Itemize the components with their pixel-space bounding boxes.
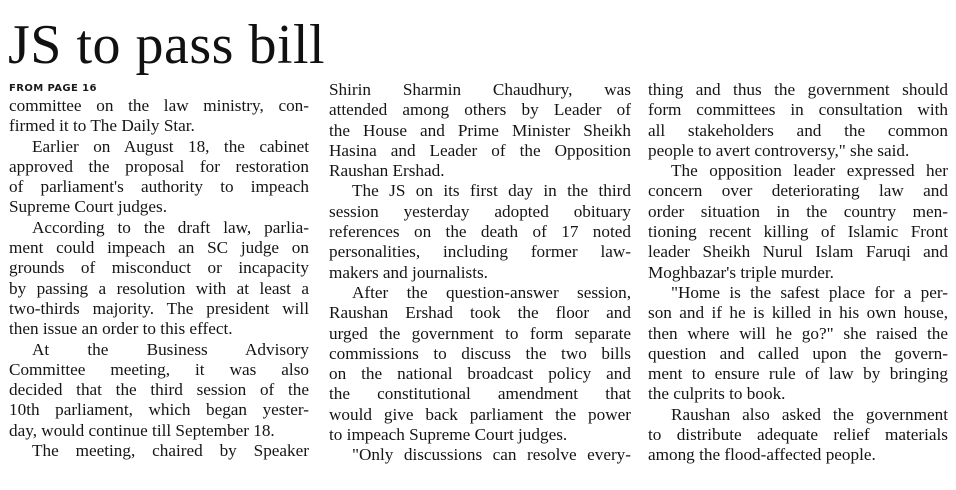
column-line: tioning recent killing of Islamic Front bbox=[648, 222, 948, 242]
column-line: approved the proposal for restoration bbox=[9, 156, 309, 176]
column-line: question and called upon the govern- bbox=[648, 343, 948, 363]
column-line: Hasina and Leader of the Opposition bbox=[329, 140, 631, 160]
column-line: Earlier on August 18, the cabinet bbox=[32, 136, 309, 156]
column-line: makers and journalists. bbox=[329, 262, 488, 282]
column-line: Raushan Ershad. bbox=[329, 161, 445, 181]
column-line: personalities, including former law- bbox=[329, 242, 631, 262]
column-line: The meeting, chaired by Speaker bbox=[32, 441, 309, 461]
column-line: son and if he is killed in his own house, bbox=[648, 303, 948, 323]
column-line: attended among others by Leader of bbox=[329, 100, 631, 120]
column-line: grounds of misconduct or incapacity bbox=[9, 258, 309, 278]
column-line: Moghbazar's triple murder. bbox=[648, 262, 834, 282]
column-line: the House and Prime Minister Sheikh bbox=[329, 120, 631, 140]
column-line: The opposition leader expressed her bbox=[671, 161, 948, 181]
column-line: concern over deteriorating law and bbox=[648, 181, 948, 201]
column-line: ment to ensure rule of law by bringing bbox=[648, 364, 948, 384]
column-line: Raushan Ershad took the floor and bbox=[329, 303, 631, 323]
column-line: At the Business Advisory bbox=[32, 339, 309, 359]
column-line: committee on the law ministry, con- bbox=[9, 96, 309, 115]
column-line: firmed it to The Daily Star. bbox=[9, 116, 195, 136]
column-line: the constitutional amendment that bbox=[329, 384, 631, 404]
column-line: Shirin Sharmin Chaudhury, was bbox=[329, 80, 631, 99]
column-line: thing and thus the government should bbox=[648, 80, 948, 99]
column-line: to distribute adequate relief materials bbox=[648, 425, 948, 445]
column-line: then issue an order to this effect. bbox=[9, 319, 233, 339]
column-line: the culprits to book. bbox=[648, 384, 786, 404]
column-line: Raushan also asked the government bbox=[671, 404, 948, 424]
column-line: references on the death of 17 noted bbox=[329, 222, 631, 242]
column-line: among the flood-affected people. bbox=[648, 445, 876, 465]
column-line: decided that the third session of the bbox=[9, 380, 309, 400]
column-line: "Home is the safest place for a per- bbox=[671, 282, 948, 302]
column-line: of parliament's authority to impeach bbox=[9, 177, 309, 197]
column-line: After the question-answer session, bbox=[352, 282, 631, 302]
column-line: order situation in the country men- bbox=[648, 201, 948, 221]
column-line: commissions to discuss the two bills bbox=[329, 343, 631, 363]
column-line: The JS on its first day in the third bbox=[352, 181, 631, 201]
article-headline: JS to pass bill bbox=[8, 14, 326, 76]
column-line: form committees in consultation with bbox=[648, 100, 948, 120]
column-line: leader Sheikh Nurul Islam Faruqi and bbox=[648, 242, 948, 262]
column-line: According to the draft law, parlia- bbox=[32, 217, 309, 237]
column-line: ment could impeach an SC judge on bbox=[9, 238, 309, 258]
continuation-kicker: FROM PAGE 16 bbox=[9, 83, 97, 94]
clipped-header-strip bbox=[0, 0, 956, 8]
column-line: urged the government to form separate bbox=[329, 323, 631, 343]
column-line: by passing a resolution with at least a bbox=[9, 278, 309, 298]
column-line: all stakeholders and the common bbox=[648, 120, 948, 140]
column-line: Committee meeting, it was also bbox=[9, 359, 309, 379]
column-line: two-thirds majority. The president will bbox=[9, 298, 309, 318]
column-line: day, would continue till September 18. bbox=[9, 420, 275, 440]
column-line: on the national broadcast policy and bbox=[329, 364, 631, 384]
column-line: would give back parliament the power bbox=[329, 404, 631, 424]
article-column-2 bbox=[329, 80, 631, 466]
column-line: to impeach Supreme Court judges. bbox=[329, 425, 568, 445]
column-line: session yesterday adopted obituary bbox=[329, 201, 631, 221]
column-line: then where will he go?" she raised the bbox=[648, 323, 948, 343]
column-line: Supreme Court judges. bbox=[9, 197, 168, 217]
column-line: 10th parliament, which began yester- bbox=[9, 400, 309, 420]
column-line: "Only discussions can resolve every- bbox=[352, 445, 631, 465]
column-line: people to avert controversy," she said. bbox=[648, 140, 910, 160]
article-column-1 bbox=[9, 82, 309, 461]
article-column-3 bbox=[648, 80, 948, 466]
